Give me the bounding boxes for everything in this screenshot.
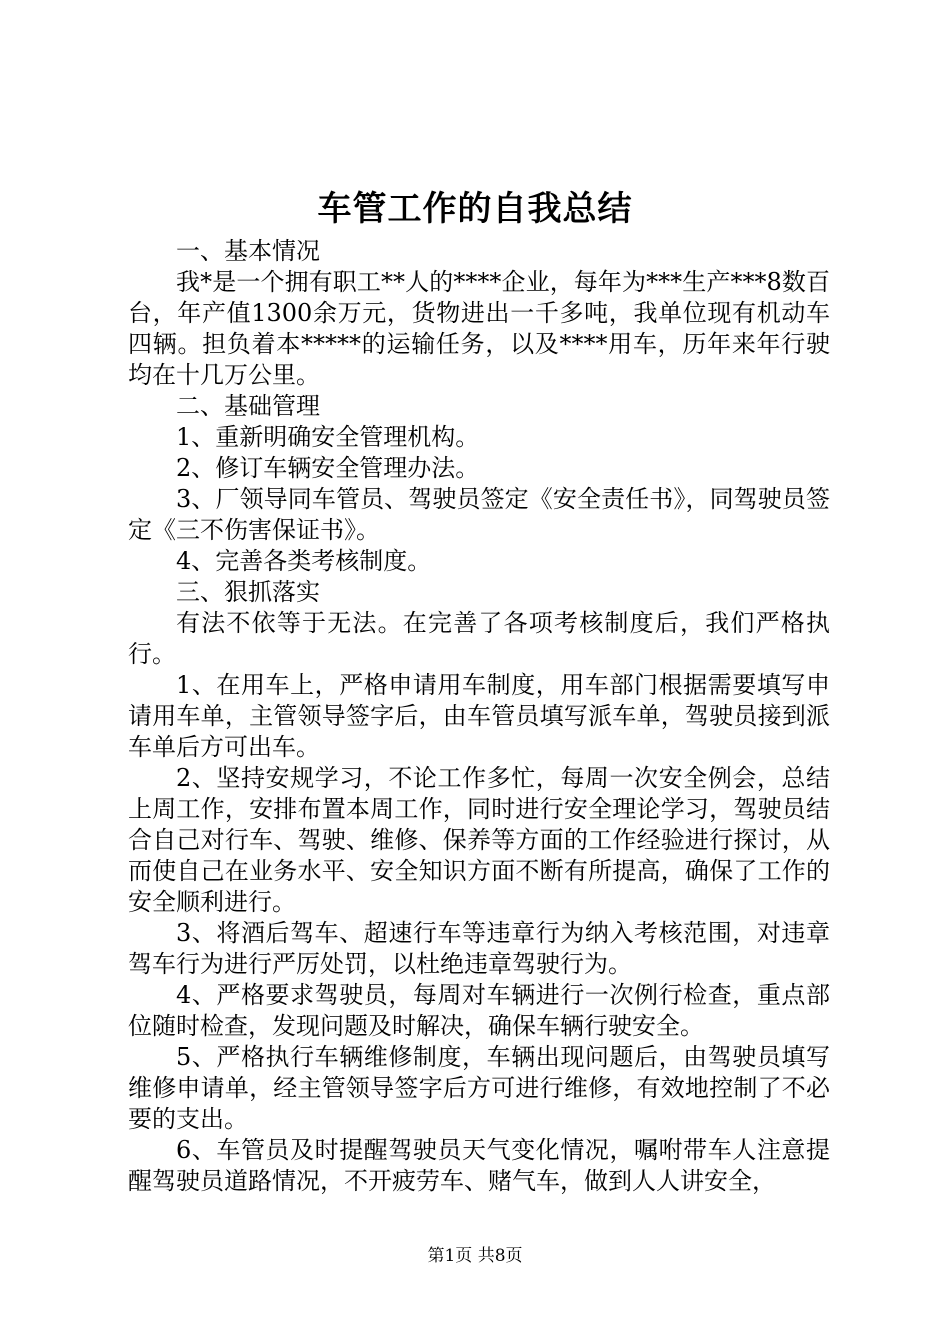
list-item: 1、在用车上，严格申请用车制度，用车部门根据需要填写申请用车单，主管领导签字后，由车管员填写派车单，驾驶员接到派车单后方可出车。 xyxy=(128,671,830,761)
paragraph: 我*是一个拥有职工**人的****企业，每年为***生产***8数百台，年产值1300余万元，货物进出一千多吨，我单位现有机动车四辆。担负着本*****的运输任务，以及****用车，历年来年行驶均在十几万公里。 xyxy=(128,268,830,389)
section-heading: 一、基本情况 xyxy=(176,237,320,265)
list-item: 3、将酒后驾车、超速行车等违章行为纳入考核范围，对违章驾车行为进行严厉处罚，以杜绝违章驾驶行为。 xyxy=(128,919,830,978)
document-title: 车管工作的自我总结 xyxy=(317,189,633,229)
list-item: 1、重新明确安全管理机构。 xyxy=(176,423,480,451)
list-item: 2、坚持安规学习，不论工作多忙，每周一次安全例会，总结上周工作，安排布置本周工作，同时进行安全理论学习，驾驶员结合自己对行车、驾驶、维修、保养等方面的工作经验进行探讨，从而使自己在业务水平、安全知识方面不断有所提高，确保了工作的安全顺利进行。 xyxy=(128,764,830,916)
section-heading: 三、狠抓落实 xyxy=(176,578,320,606)
list-item: 6、车管员及时提醒驾驶员天气变化情况，嘱咐带车人注意提醒驾驶员道路情况，不开疲劳车、赌气车，做到人人讲安全， xyxy=(128,1136,830,1195)
document-body xyxy=(128,236,830,1197)
list-item: 5、严格执行车辆维修制度，车辆出现问题后，由驾驶员填写维修申请单，经主管领导签字后方可进行维修，有效地控制了不必要的支出。 xyxy=(128,1043,830,1133)
list-item: 4、严格要求驾驶员，每周对车辆进行一次例行检查，重点部位随时检查，发现问题及时解决，确保车辆行驶安全。 xyxy=(128,981,830,1040)
page-footer: 第1页 共8页 xyxy=(427,1246,523,1266)
list-item: 3、厂领导同车管员、驾驶员签定《安全责任书》，同驾驶员签定《三不伤害保证书》。 xyxy=(128,485,830,544)
list-item: 4、完善各类考核制度。 xyxy=(176,547,432,575)
list-item: 2、修订车辆安全管理办法。 xyxy=(176,454,480,482)
section-heading: 二、基础管理 xyxy=(176,392,320,420)
paragraph: 有法不依等于无法。在完善了各项考核制度后，我们严格执行。 xyxy=(128,609,830,668)
